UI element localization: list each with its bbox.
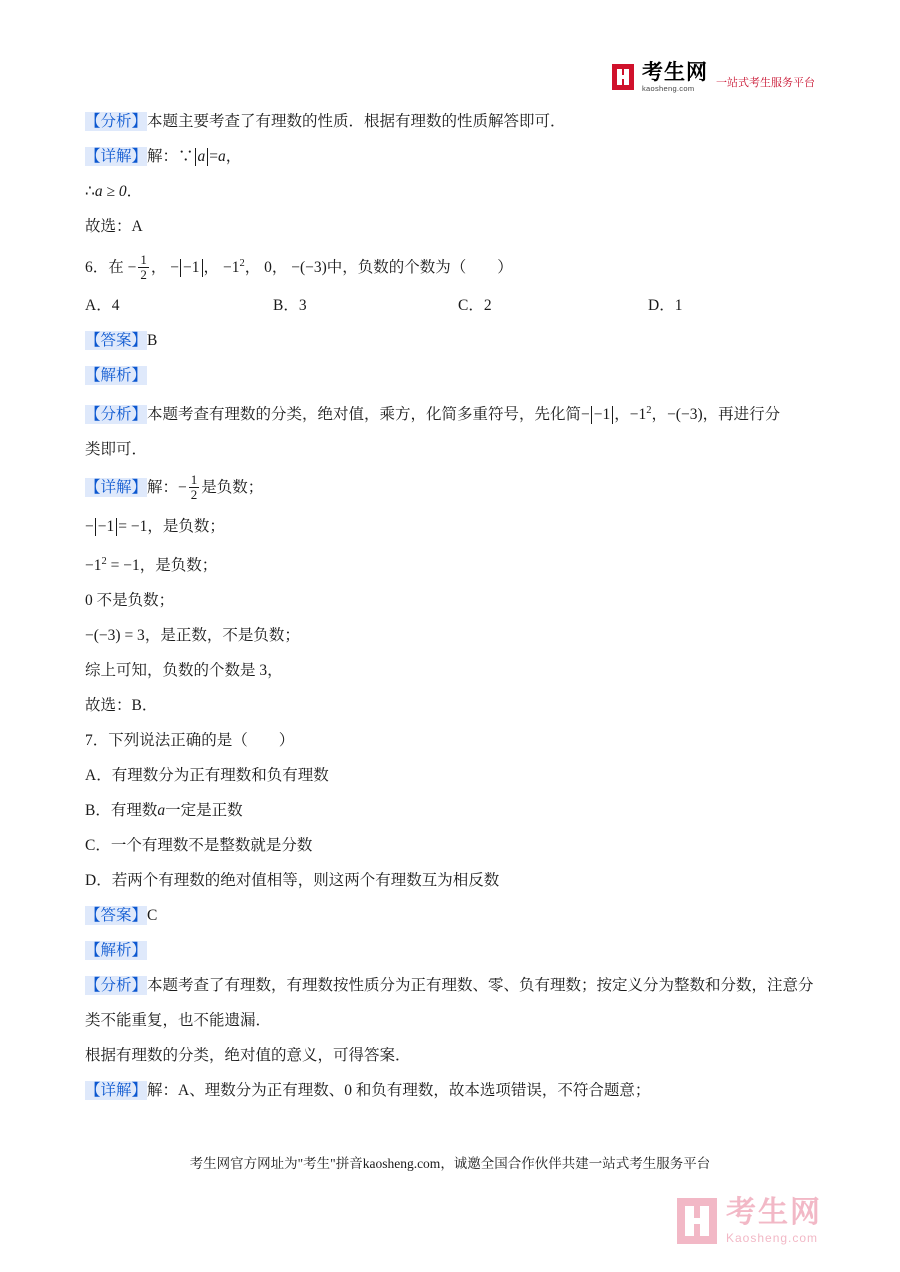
abs-a-1: a: [195, 148, 209, 166]
therefore-symbol: ∴: [85, 183, 95, 200]
q6-analysis-term-1: − −1: [581, 406, 614, 423]
q6-detail-tail-1: 是负数；: [201, 479, 264, 497]
q6-detail-lead: 解：: [147, 479, 179, 497]
answer-choice-q5: 故选：A: [85, 218, 143, 235]
math-a-ge-0: a ≥ 0: [94, 183, 127, 200]
q7-analysis-line-2: 类不能重复，也不能遗漏．: [85, 1012, 272, 1030]
q6-option-d[interactable]: D．1: [648, 297, 683, 315]
question-7-stem: [85, 723, 815, 758]
q6-detail-term-1: − $\frac{1}{2}$: [178, 471, 198, 503]
q6-analysis-term-3: −(−3): [667, 406, 703, 424]
q6-parse-tag: 【解析】: [85, 367, 148, 385]
q6-detail-line-6: 综上可知，负数的个数是 3，: [85, 662, 283, 680]
q7-option-d[interactable]: D．若两个有理数的绝对值相等，则这两个有理数互为相反数: [85, 872, 500, 890]
q6-number: 6．: [85, 259, 109, 277]
logo-title: 考生网: [642, 61, 708, 84]
q6-detail-tail-2: ，是负数；: [147, 518, 225, 536]
q6-answer-value: B: [147, 332, 158, 350]
watermark-text: [726, 1198, 822, 1244]
watermark-domain: Kaosheng.com: [726, 1231, 819, 1245]
q7-option-c[interactable]: C．一个有理数不是整数就是分数: [85, 837, 313, 855]
analysis-line-q5: [85, 104, 815, 139]
detail-line-q5: [85, 139, 815, 174]
q6-analysis-text-a: 本题考查有理数的分类，绝对值，乘方，化简多重符号，先化简: [147, 406, 582, 424]
analysis-tag: 【分析】: [85, 113, 148, 130]
site-logo: [612, 62, 815, 93]
q6-detail-eq-5: = 3: [124, 627, 145, 645]
question-6-options: [85, 288, 815, 323]
q6-analysis-term-2: $-1^2$: [629, 405, 652, 424]
q6-analysis-text-b: ，再进行分: [702, 406, 781, 424]
q6-detail-term-3: $-1^2$: [85, 556, 107, 575]
q6-answer-line: [85, 323, 815, 358]
q6-analysis-line-2: 类即可．: [85, 441, 148, 459]
q6-analysis-line: 【分析】本题考查有理数的分类，绝对值，乘方，化简多重符号，先化简− −1 ，$-1^2$，−(−3)，再进行分: [85, 405, 781, 424]
q6-detail-line-5: [85, 618, 815, 653]
q6-detail-line-1: [85, 467, 815, 509]
logo-domain: kaosheng.com: [642, 84, 695, 93]
logo-text: [642, 62, 708, 93]
q7-answer-value: C: [147, 907, 158, 925]
q6-trail: 中，负数的个数为（ ）: [326, 259, 513, 277]
footer-note-cn-2: ，诚邀全国合作伙伴共建一站式考生服务平台: [440, 1156, 711, 1171]
q7-analysis-line-1: [85, 968, 815, 1003]
q6-detail-line-3: [85, 544, 815, 583]
q6-term-2: − −1: [170, 259, 203, 276]
q7-detail-text: 解：A、理数分为正有理数、0 和负有理数，故本选项错误，不符合题意；: [147, 1082, 651, 1100]
q7-number: 7．: [85, 732, 109, 750]
q7-option-b-math: a: [157, 802, 166, 820]
question-6-stem: 6．在 − $\frac{1}{2}$ ， − −1 ， $-1^2$， 0， −(−3)中，负数的个数为（ ）: [85, 251, 513, 283]
q7-analysis-line-3: 根据有理数的分类，绝对值的意义，可得答案．: [85, 1047, 411, 1065]
footer-note: [0, 1152, 900, 1172]
document-content: [85, 0, 815, 1108]
q6-detail-tail-3: ，是负数；: [139, 557, 218, 575]
q7-parse-line: [85, 933, 815, 968]
q6-parse-line: [85, 358, 815, 393]
q6-analysis-tag: 【分析】: [85, 406, 148, 424]
q7-detail-tag: 【详解】: [85, 1082, 148, 1100]
logo-h-icon: [612, 64, 634, 90]
q7-analysis-tag: 【分析】: [85, 977, 148, 995]
q6-answer-tag: 【答案】: [85, 332, 148, 350]
q6-term-4: 0: [264, 259, 272, 277]
q6-detail-eq-2: = −1: [118, 518, 148, 536]
footer-note-domain: kaosheng.com: [362, 1156, 441, 1171]
q7-answer-line: [85, 898, 815, 933]
footer-note-cn-1: 考生网官方网址为"考生"拼音: [189, 1156, 363, 1171]
logo-slogan: 一站式考生服务平台: [716, 76, 815, 89]
period-1: ．: [126, 183, 143, 200]
watermark-title: 考生网: [726, 1196, 822, 1229]
q7-parse-tag: 【解析】: [85, 942, 148, 960]
detail-tail: ，: [225, 148, 242, 165]
q6-option-b[interactable]: B．3: [273, 297, 307, 315]
q7-analysis-text-a: 本题考查了有理数，有理数按性质分为正有理数、零、负有理数；按定义分为整数和分数，注意分: [147, 977, 814, 995]
q6-term-1: − $\frac{1}{2}$: [127, 251, 147, 283]
q6-detail-tag: 【详解】: [85, 479, 148, 497]
q7-option-b-post: 一定是正数: [165, 802, 243, 820]
q6-lead: 在: [108, 259, 124, 277]
math-a-1: a: [218, 148, 226, 165]
q6-term-5: −(−3): [291, 259, 327, 277]
detail-tag: 【详解】: [85, 148, 148, 165]
conclusion-line-q5: [85, 174, 815, 209]
equals-1: =: [209, 148, 219, 165]
q6-detail-term-2: − −1: [85, 518, 118, 535]
q6-detail-eq-3: = −1: [110, 557, 140, 575]
analysis-text: 本题主要考查了有理数的性质．根据有理数的性质解答即可．: [147, 113, 566, 130]
q7-option-b-pre: B．有理数: [85, 802, 158, 820]
q7-detail-line: [85, 1073, 815, 1108]
q6-option-a[interactable]: A．4: [85, 297, 120, 315]
q7-answer-tag: 【答案】: [85, 907, 148, 925]
q6-detail-tail-5: ，是正数，不是负数；: [144, 627, 300, 645]
q6-detail-line-4: 0 不是负数；: [85, 592, 175, 610]
q6-option-c[interactable]: C．2: [458, 297, 492, 315]
q6-term-3: $-1^2$: [222, 258, 245, 277]
watermark: [677, 1198, 822, 1244]
q6-detail-line-2: [85, 509, 815, 544]
detail-text: 解：∵: [147, 148, 194, 165]
q6-detail-line-7: 故选：B．: [85, 697, 158, 715]
q6-detail-term-5: −(−3): [85, 627, 121, 645]
q7-option-b[interactable]: [85, 793, 815, 828]
q7-option-a[interactable]: A．有理数分为正有理数和负有理数: [85, 767, 329, 785]
q7-text: 下列说法正确的是（ ）: [108, 732, 295, 750]
watermark-h-icon: [677, 1198, 717, 1244]
